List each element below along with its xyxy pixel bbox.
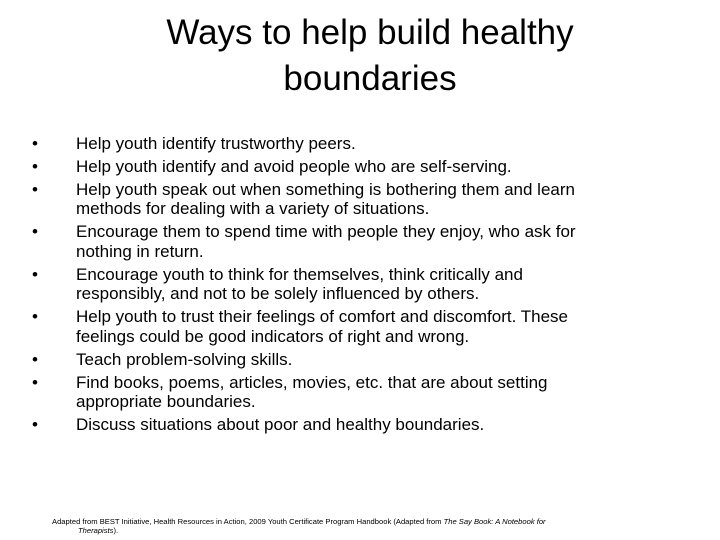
bullet-icon: • <box>32 156 38 176</box>
bullet-text-continuation: appropriate boundaries. <box>76 392 256 412</box>
bullet-item <box>32 180 702 219</box>
bullet-text: Encourage youth to think for themselves, think critically and <box>76 264 523 284</box>
bullet-text-continuation: feelings could be good indicators of right and wrong. <box>76 326 470 346</box>
source-footnote <box>52 517 692 535</box>
footnote-continuation <box>52 526 692 535</box>
bullet-icon: • <box>32 264 38 284</box>
bullet-item <box>32 415 702 435</box>
bullet-item <box>32 307 702 346</box>
bullet-icon: • <box>32 134 38 153</box>
bullet-item <box>32 134 702 154</box>
bullet-text-continuation: nothing in return. <box>76 241 204 261</box>
bullet-icon: • <box>32 415 38 435</box>
bullet-text: Help youth speak out when something is bothering them and learn <box>76 179 575 199</box>
bullet-text: Help youth to trust their feelings of comfort and discomfort. These <box>76 307 568 327</box>
footnote-book-title: The Say Book: A Notebook for <box>443 517 546 526</box>
footnote-book-title-cont: Therapists <box>78 526 114 535</box>
slide-title-line-2: boundaries <box>283 59 457 98</box>
bullet-text: Help youth identify and avoid people who are self-serving. <box>76 156 512 176</box>
bullet-icon: • <box>32 372 38 392</box>
bullet-text: Find books, poems, articles, movies, etc. that are about setting <box>76 372 548 392</box>
footnote-text: Adapted from BEST Initiative, Health Resources in Action, 2009 Youth Certificate Program Handbook (Adapted from <box>52 517 444 526</box>
bullet-item <box>32 157 702 177</box>
bullet-item <box>32 222 702 261</box>
bullet-item <box>32 265 702 304</box>
bullet-icon: • <box>32 179 38 199</box>
bullet-item <box>32 350 702 370</box>
bullet-icon: • <box>32 222 38 242</box>
slide-title-line-1: Ways to help build healthy <box>166 13 574 52</box>
bullet-icon: • <box>32 349 38 369</box>
bullet-text-continuation: responsibly, and not to be solely influenced by others. <box>76 284 480 304</box>
bullet-text-continuation: methods for dealing with a variety of situations. <box>76 199 430 219</box>
bullet-icon: • <box>32 307 38 327</box>
bullet-item <box>32 373 702 412</box>
bullet-text: Encourage them to spend time with people they enjoy, who ask for <box>76 222 576 242</box>
bullet-list <box>32 134 702 438</box>
bullet-text: Help youth identify trustworthy peers. <box>76 134 356 153</box>
footnote-end: ). <box>113 526 119 535</box>
bullet-text: Teach problem-solving skills. <box>76 349 293 369</box>
bullet-text: Discuss situations about poor and healthy boundaries. <box>76 415 485 435</box>
slide-title <box>90 10 650 102</box>
